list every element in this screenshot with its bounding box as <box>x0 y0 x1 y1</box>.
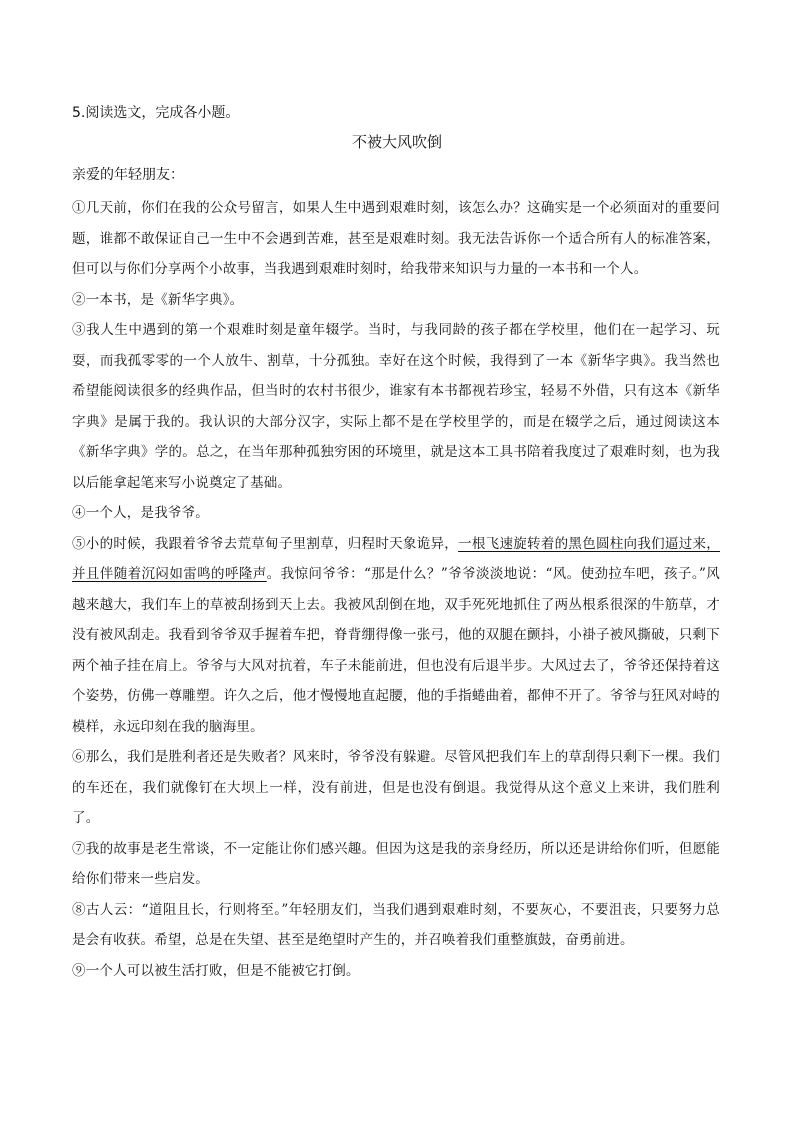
paragraph-8: ⑧古人云：“道阻且长，行则将至。”年轻朋友们，当我们遇到艰难时刻，不要灰心，不要沮丧，只要努力总是会有收获。希望，总是在失望、甚至是绝望时产生的，并召唤着我们重整旗鼓，奋勇前进。 <box>72 901 720 948</box>
paragraph-5 <box>72 529 720 743</box>
paragraph-6: ⑥那么，我们是胜利者还是失败者？风来时，爷爷没有躲避。尽管风把我们车上的草刮得只剩下一棵。我们的车还在，我们就像钉在大坝上一样，没有前进，但是也没有倒退。我觉得从这个意义上来讲，我们胜利了。 <box>72 749 720 826</box>
paragraph-2: ②一本书，是《新华字典》。 <box>72 291 244 308</box>
paragraph-1: ①几天前，你们在我的公众号留言，如果人生中遇到艰难时刻，该怎么办？这确实是一个必须面对的重要问题，谁都不敢保证自己一生中不会遇到苦难，甚至是艰难时刻。我无法告诉你一个适合所有人的标准答案，但可以与你们分享两个小故事，当我遇到艰难时刻时，给我带来知识与力量的一本书和一个人。 <box>72 200 720 277</box>
underlined-sentence: 一根飞速旋转着的黑色圆柱向我们逼过来，并且伴随着沉闷如雷鸣的呼隆声 <box>72 535 720 582</box>
paragraph-5-rest: 。我惊问爷爷：“那是什么？”爷爷淡淡地说：“风。使劲拉车吧，孩子。”风越来越大，我们车上的草被刮扬到天上去。我被风刮倒在地，双手死死地抓住了两丛根系很深的牛筋草，才没有被风刮走。我看到爷爷双手握着车把，脊背绷得像一张弓，他的双腿在颤抖，小褂子被风撕破，只剩下两个袖子挂在肩上。爷爷与大风对抗着，车子未能前进，但也没有后退半步。大风过去了，爷爷还保持着这个姿势，仿佛一尊雕塑。许久之后，他才慢慢地直起腰，他的手指蜷曲着，都伸不开了。爷爷与狂风对峙的模样，永远印刻在我的脑海里。 <box>72 566 720 735</box>
paragraph-3: ③我人生中遇到的第一个艰难时刻是童年辍学。当时，与我同龄的孩子都在学校里，他们在一起学习、玩耍，而我孤零零的一个人放牛、割草，十分孤独。幸好在这个时候，我得到了一本《新华字典》。我当然也希望能阅读很多的经典作品，但当时的农村书很少，谁家有本书都视若珍宝，轻易不外借，只有这本《新华字典》是属于我的。我认识的大部分汉字，实际上都不是在学校里学的，而是在辍学之后，通过阅读这本《新华字典》学的。总之，在当年那种孤独穷困的环境里，就是这本工具书陪着我度过了艰难时刻，也为我以后能拿起笔来写小说奠定了基础。 <box>72 322 720 491</box>
paragraph-4: ④一个人，是我爷爷。 <box>72 505 209 521</box>
paragraph-7: ⑦我的故事是老生常谈，不一定能让你们感兴趣。但因为这是我的亲身经历，所以还是讲给你们听，但愿能给你们带来一些启发。 <box>72 840 720 887</box>
article-title: 不被大风吹倒 <box>351 133 442 151</box>
question-instruction: 5.阅读选文，完成各小题。 <box>72 105 240 121</box>
paragraph-9: ⑨一个人可以被生活打败，但是不能被它打倒。 <box>72 962 360 979</box>
paragraph-5-start: ⑤小的时候，我跟着爷爷去荒草甸子里割草，归程时天象诡异， <box>72 535 459 552</box>
letter-greeting: 亲爱的年轻朋友： <box>72 167 184 183</box>
article-body <box>72 193 720 986</box>
